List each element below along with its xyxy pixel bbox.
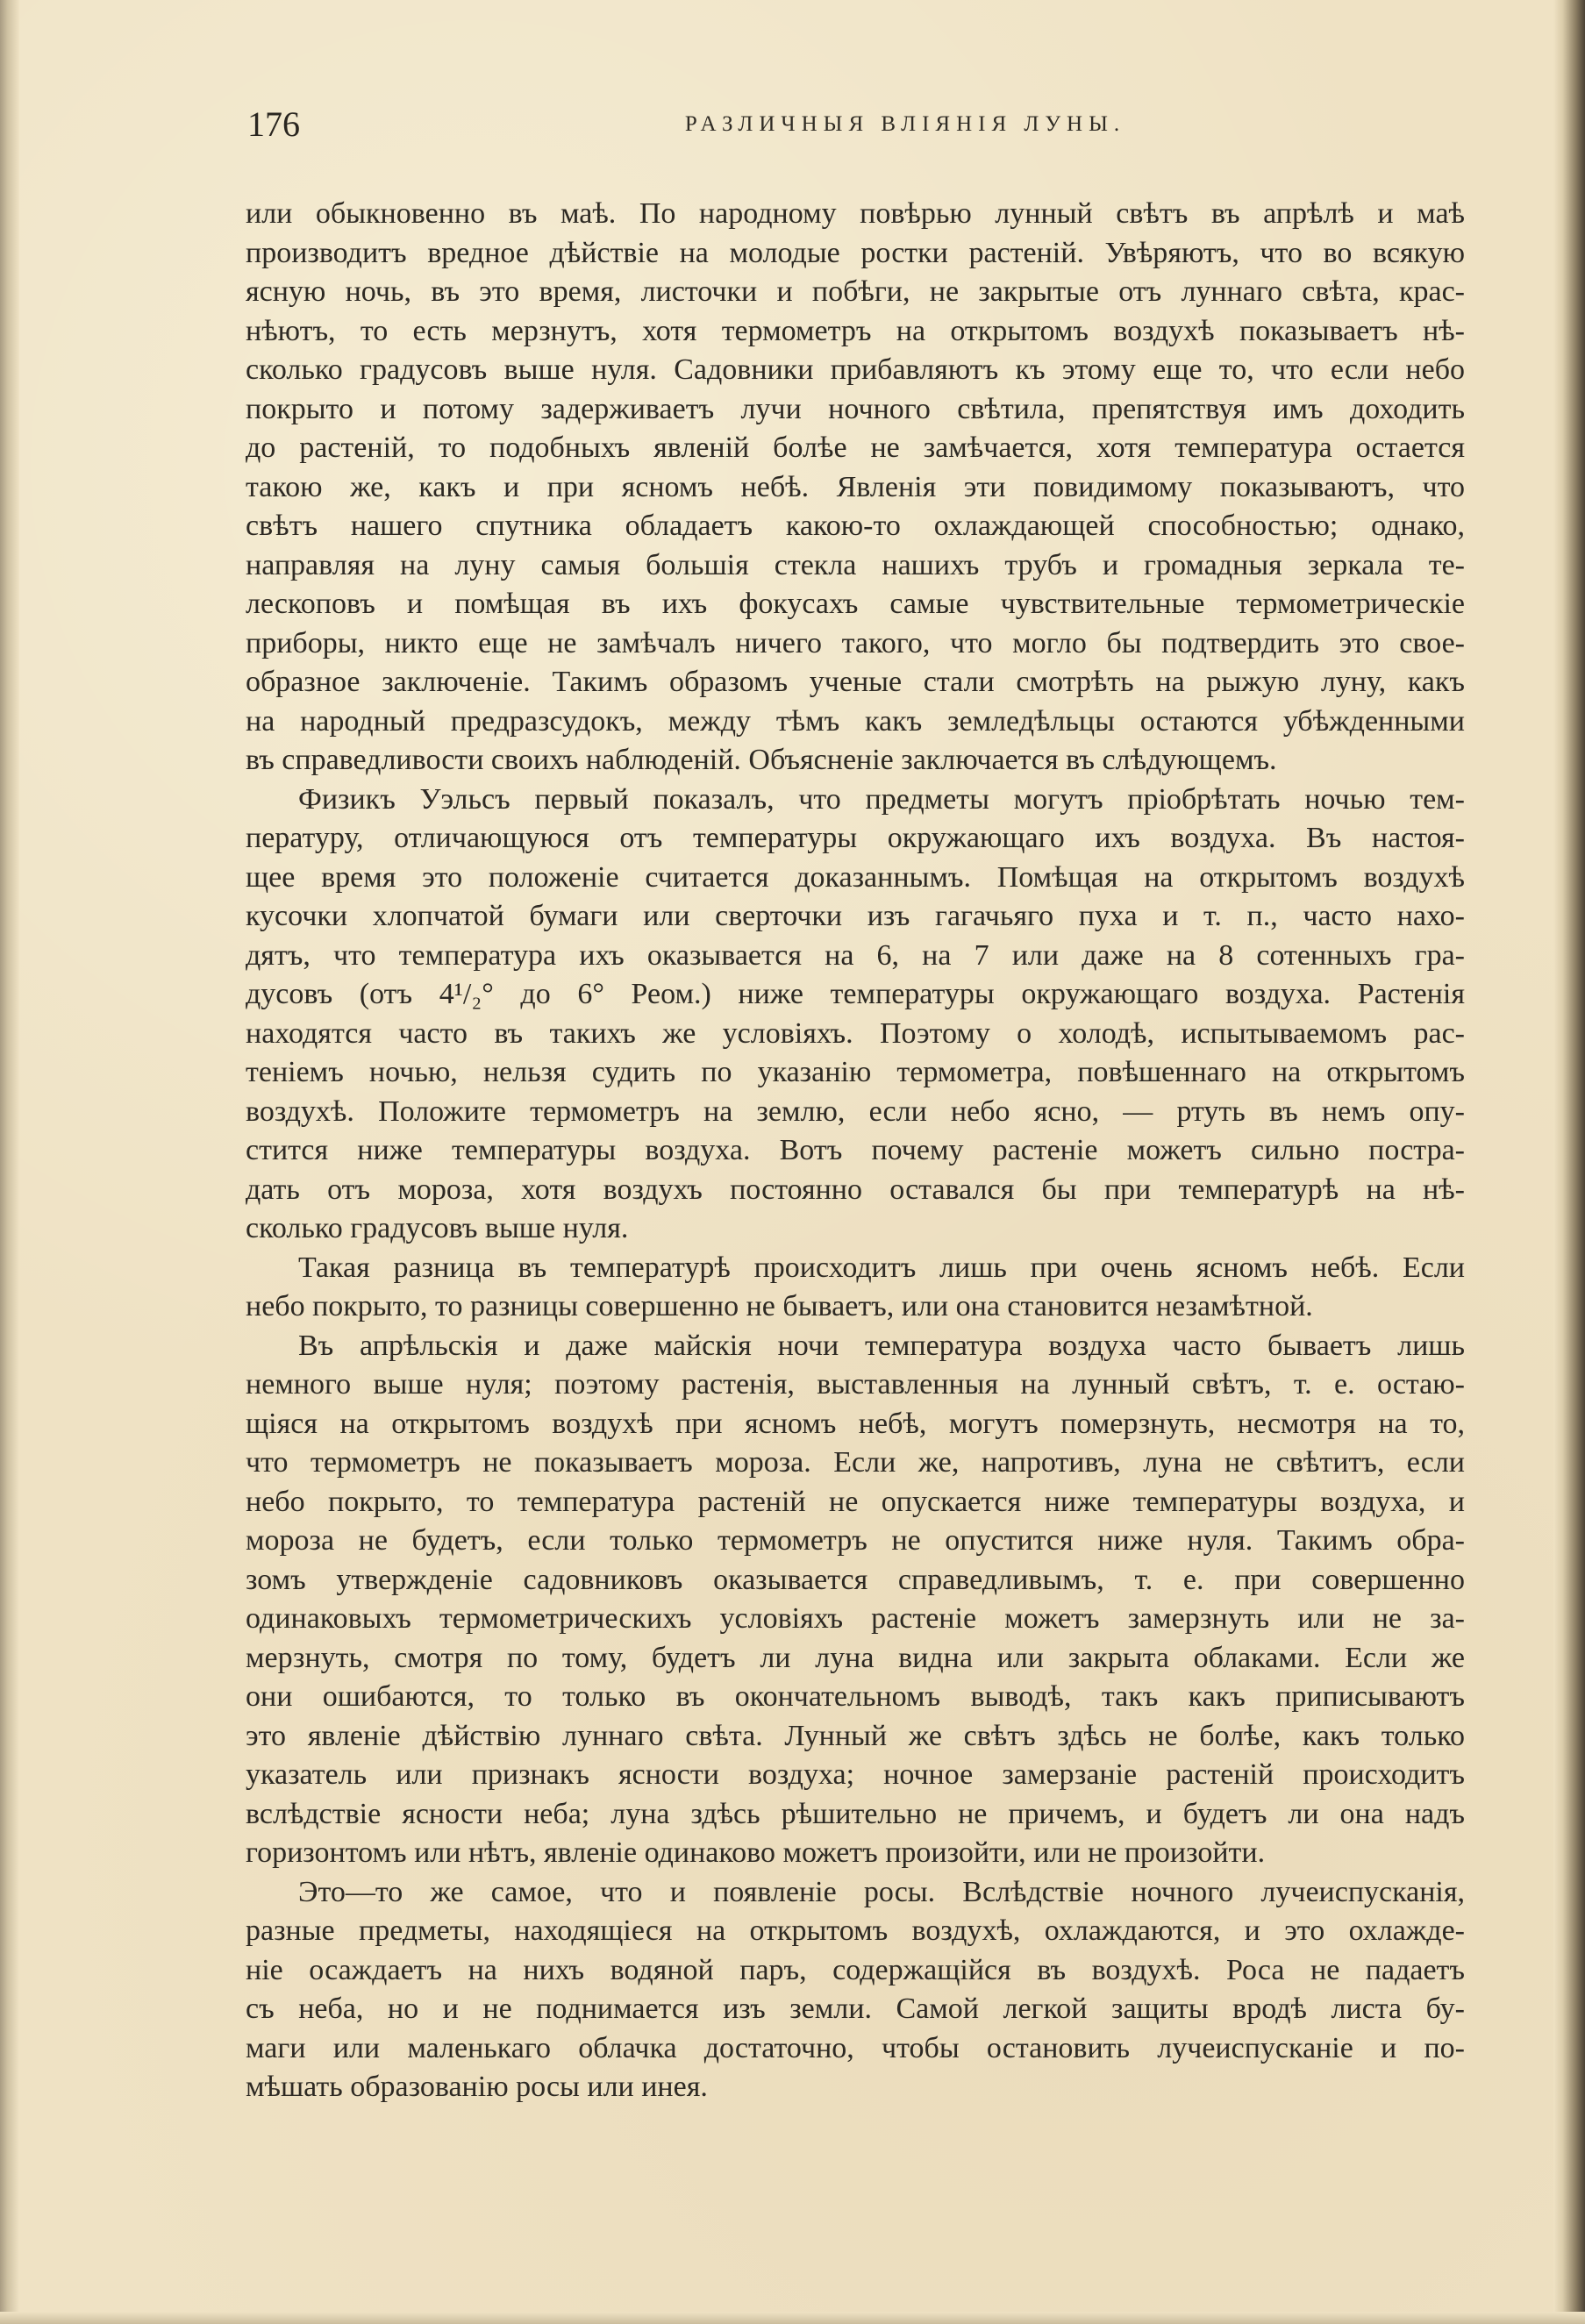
page-header [247,98,1463,151]
bottom-page-edge [0,2312,1585,2324]
text-line: въ справедливости своихъ наблюденій. Объясненіе заключается въ слѣдующемъ. [246,744,1277,776]
text-line: теніемъ ночью, нельзя судить по указанію термометра, повѣшеннаго на открытомъ [246,1056,1465,1088]
text-line: что термометръ не показываетъ мороза. Если же, напротивъ, луна не свѣтитъ, если [246,1446,1465,1479]
text-line: находятся часто въ такихъ же условіяхъ. Поэтому о холодѣ, испытываемомъ рас- [246,1016,1465,1050]
text-line: мерзнуть, смотря по тому, будетъ ли луна видна или закрыта облаками. Если же [246,1641,1465,1674]
text-line: приборы, никто еще не замѣчалъ ничего такого, что могло бы подтвердить это свое- [246,626,1465,659]
text-line: указатель или признакъ ясности воздуха; ночное замерзаніе растеній происходитъ [246,1758,1465,1791]
text-line: кусочки хлопчатой бумаги или сверточки изъ гагачьяго пуха и т. п., часто нахо- [246,900,1465,932]
text-line: это явленіе дѣйствію луннаго свѣта. Лунный же свѣтъ здѣсь не болѣе, какъ только [246,1719,1465,1752]
text-line: зомъ утвержденіе садовниковъ оказывается справедливымъ, т. е. при совершенно [246,1563,1465,1596]
text-line: Физикъ Уэльсъ первый показалъ, что предметы могутъ пріобрѣтать ночью тем- [298,782,1465,816]
text-line: нѣютъ, то есть мерзнутъ, хотя термометръ на открытомъ воздухѣ показываетъ нѣ- [246,314,1465,347]
text-line: дятъ, что температура ихъ оказывается на 6, на 7 или даже на 8 сотенныхъ гра- [246,938,1465,972]
text-line: образное заключеніе. Такимъ образомъ ученые стали смотрѣть на рыжую луну, какъ [246,666,1465,698]
text-line: мѣшать образованію росы или инея. [246,2071,708,2103]
text-line: ясную ночь, въ это время, листочки и побѣги, не закрытые отъ луннаго свѣта, крас- [246,275,1465,308]
text-line: свѣтъ нашего спутника обладаетъ какою-то охлаждающей способностью; однако, [246,510,1465,542]
text-line: Это—то же самое, что и появленіе росы. Вслѣдствіе ночного лучеиспусканія, [298,1875,1465,1908]
text-line: мороза не будетъ, если только термометръ не опустится ниже нуля. Такимъ обра- [246,1524,1465,1557]
text-line: лескоповъ и помѣщая въ ихъ фокусахъ самые чувствительные термометрическіе [246,588,1465,620]
text-line: такою же, какъ и при ясномъ небѣ. Явленія эти повидимому показываютъ, что [246,470,1465,503]
text-line: или обыкновенно въ маѣ. По народному повѣрью лунный свѣтъ въ апрѣлѣ и маѣ [246,197,1465,230]
text-line: сколько градусовъ выше нуля. [246,1212,629,1244]
body-text [246,195,1465,2107]
text-line: производитъ вредное дѣйствіе на молодые ростки растеній. Увѣряютъ, что во всякую [246,236,1465,269]
text-line: маги или маленькаго облачка достаточно, чтобы остановить лучеиспусканіе и по- [246,2031,1465,2064]
text-line: покрыто и потому задерживаетъ лучи ночного свѣтила, препятствуя имъ доходить [246,392,1465,425]
text-line: щіяся на открытомъ воздухѣ при ясномъ небѣ, могутъ померзнуть, несмотря на то, [246,1407,1465,1440]
running-head: РАЗЛИЧНЫЯ ВЛІЯНІЯ ЛУНЫ. [684,112,1126,136]
text-line: небо покрыто, то температура растеній не опускается ниже температуры воздуха, и [246,1485,1465,1518]
text-line: стится ниже температуры воздуха. Вотъ почему растеніе можетъ сильно постра- [246,1134,1465,1166]
text-line: одинаковыхъ термометрическихъ условіяхъ растеніе можетъ замерзнуть или не за- [246,1602,1465,1635]
text-line: они ошибаются, то только въ окончательномъ выводѣ, такъ какъ приписываютъ [246,1680,1465,1713]
text-line: до растеній, то подобныхъ явленій болѣе не замѣчается, хотя температура остается [246,431,1465,464]
text-line: немного выше нуля; поэтому растенія, выставленныя на лунный свѣтъ, т. е. остаю- [246,1368,1465,1401]
page-number: 176 [247,104,300,144]
text-line: разные предметы, находящіеся на открытомъ воздухѣ, охлаждаются, и это охлажде- [246,1914,1465,1947]
text-line: сколько градусовъ выше нуля. Садовники прибавляютъ къ этому еще то, что если небо [246,353,1465,386]
text-line: съ неба, но и не поднимается изъ земли. Самой легкой защиты вродѣ листа бу- [246,1993,1465,2025]
text-line: дать отъ мороза, хотя воздухъ постоянно оставался бы при температурѣ на нѣ- [246,1173,1465,1206]
text-line: вслѣдствіе ясности неба; луна здѣсь рѣшительно не причемъ, и будетъ ли она надъ [246,1797,1465,1830]
left-page-edge [0,0,19,2324]
text-line: горизонтомъ или нѣтъ, явленіе одинаково можетъ произойти, или не произойти. [246,1836,1266,1869]
text-line: Такая разница въ температурѣ происходитъ лишь при очень ясномъ небѣ. Если [298,1251,1465,1284]
text-line: ніе осаждаетъ на нихъ водяной паръ, содержащійся въ воздухѣ. Роса не падаетъ [246,1953,1465,1986]
text-line: пературу, отличающуюся отъ температуры окружающаго ихъ воздуха. Въ настоя- [246,822,1465,854]
text-line: воздухѣ. Положите термометръ на землю, если небо ясно, — ртуть въ немъ опу- [246,1094,1465,1128]
text-line: щее время это положеніе считается доказаннымъ. Помѣщая на открытомъ воздухѣ [246,860,1465,894]
text-line: дусовъ (отъ 4¹/₂° до 6° Реом.) ниже температуры окружающаго воздуха. Растенія [246,978,1465,1010]
text-line: небо покрыто, то разницы совершенно не бываетъ, или она становится незамѣтной. [246,1290,1313,1322]
text-line: на народный предразсудокъ, между тѣмъ какъ земледѣльцы остаются убѣжденными [246,704,1465,738]
text-line: Въ апрѣльскія и даже майскія ночи температура воздуха часто бываетъ лишь [298,1329,1465,1362]
right-page-edge [1553,0,1585,2324]
text-line: направляя на луну самыя большія стекла нашихъ трубъ и громадныя зеркала те- [246,548,1465,581]
